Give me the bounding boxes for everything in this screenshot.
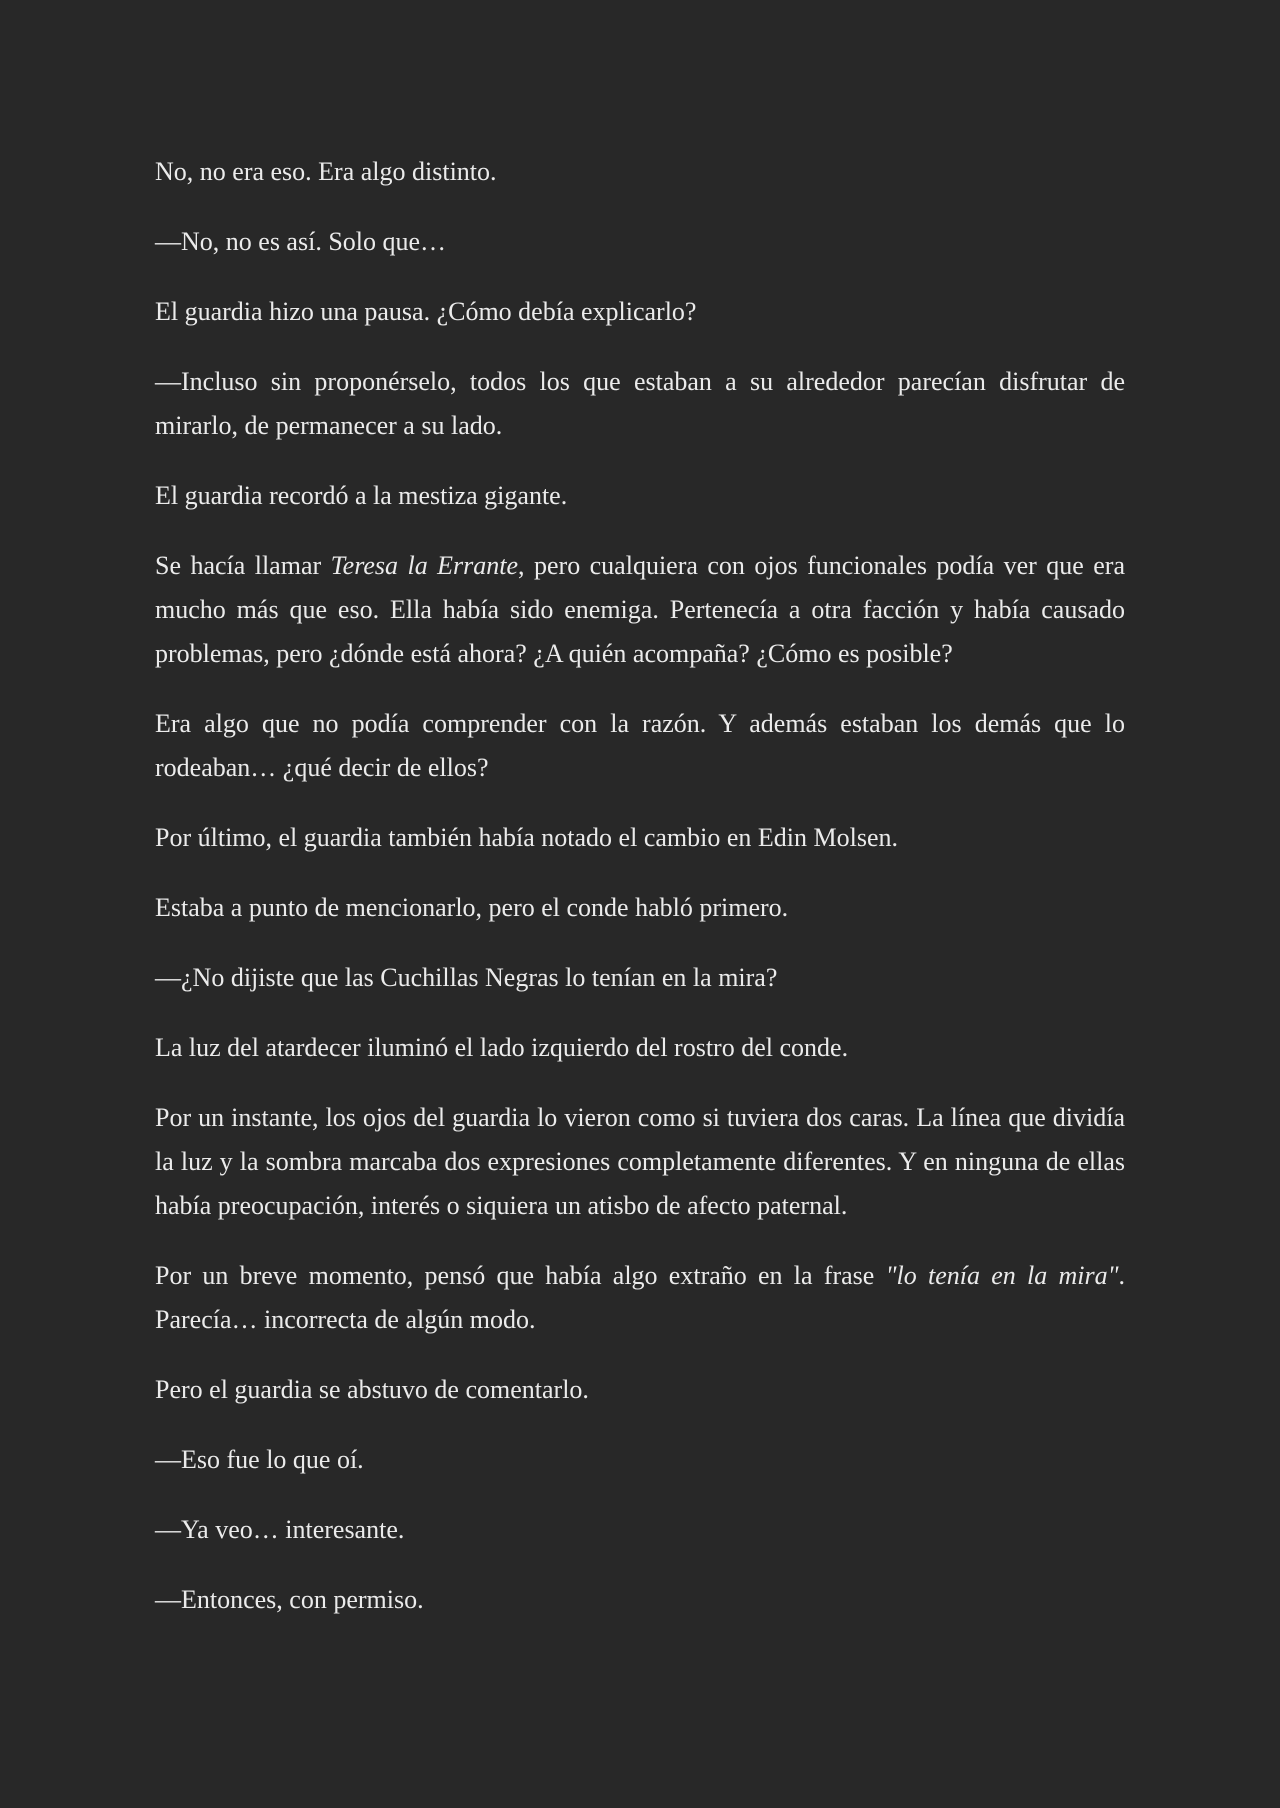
paragraph-text: , pero cualquiera con ojos funcionales podía ver que era mucho más que eso. Ella había sido enemiga. Pertenecía a otra facción y había causado problemas, pero ¿dónde está ahora? ¿A quién acompaña? ¿Cómo es posible? [155,551,1126,668]
paragraph: Era algo que no podía comprender con la razón. Y además estaban los demás que lo rodeaban… ¿qué decir de ellos? [155,709,1125,782]
paragraph: Por un instante, los ojos del guardia lo vieron como si tuviera dos caras. La línea que dividía la luz y la sombra marcaba dos expresiones completamente diferentes. Y en ninguna de ellas había preocupación, interés o siquiera un atisbo de afecto paternal. [155,1103,1125,1220]
paragraph-text: Se hacía llamar [155,551,331,580]
paragraph: El guardia recordó a la mestiza gigante. [155,481,568,510]
paragraph: El guardia hizo una pausa. ¿Cómo debía explicarlo? [155,297,697,326]
paragraph: —Eso fue lo que oí. [155,1445,364,1474]
paragraph: Por último, el guardia también había notado el cambio en Edin Molsen. [155,823,898,852]
paragraph: —Incluso sin proponérselo, todos los que estaban a su alrededor parecían disfrutar de mirarlo, de permanecer a su lado. [155,367,1125,440]
paragraph: —Entonces, con permiso. [155,1585,424,1614]
paragraph: Estaba a punto de mencionarlo, pero el conde habló primero. [155,893,789,922]
paragraph: La luz del atardecer iluminó el lado izquierdo del rostro del conde. [155,1033,849,1062]
paragraph: Pero el guardia se abstuvo de comentarlo. [155,1375,589,1404]
paragraph-text: Por un breve momento, pensó que había algo extraño en la frase [155,1261,886,1290]
paragraph [155,1254,1125,1342]
paragraph-text: . Parecía… incorrecta de algún modo. [155,1261,1125,1334]
paragraph: —Ya veo… interesante. [155,1515,405,1544]
paragraph: —No, no es así. Solo que… [155,227,447,256]
italic-quote: "lo tenía en la mira" [885,1261,1119,1290]
paragraph: No, no era eso. Era algo distinto. [155,157,497,186]
text-column [155,150,1125,1622]
italic-name: Teresa la Errante [330,551,519,580]
paragraph [155,544,1125,676]
paragraph: —¿No dijiste que las Cuchillas Negras lo tenían en la mira? [155,963,778,992]
